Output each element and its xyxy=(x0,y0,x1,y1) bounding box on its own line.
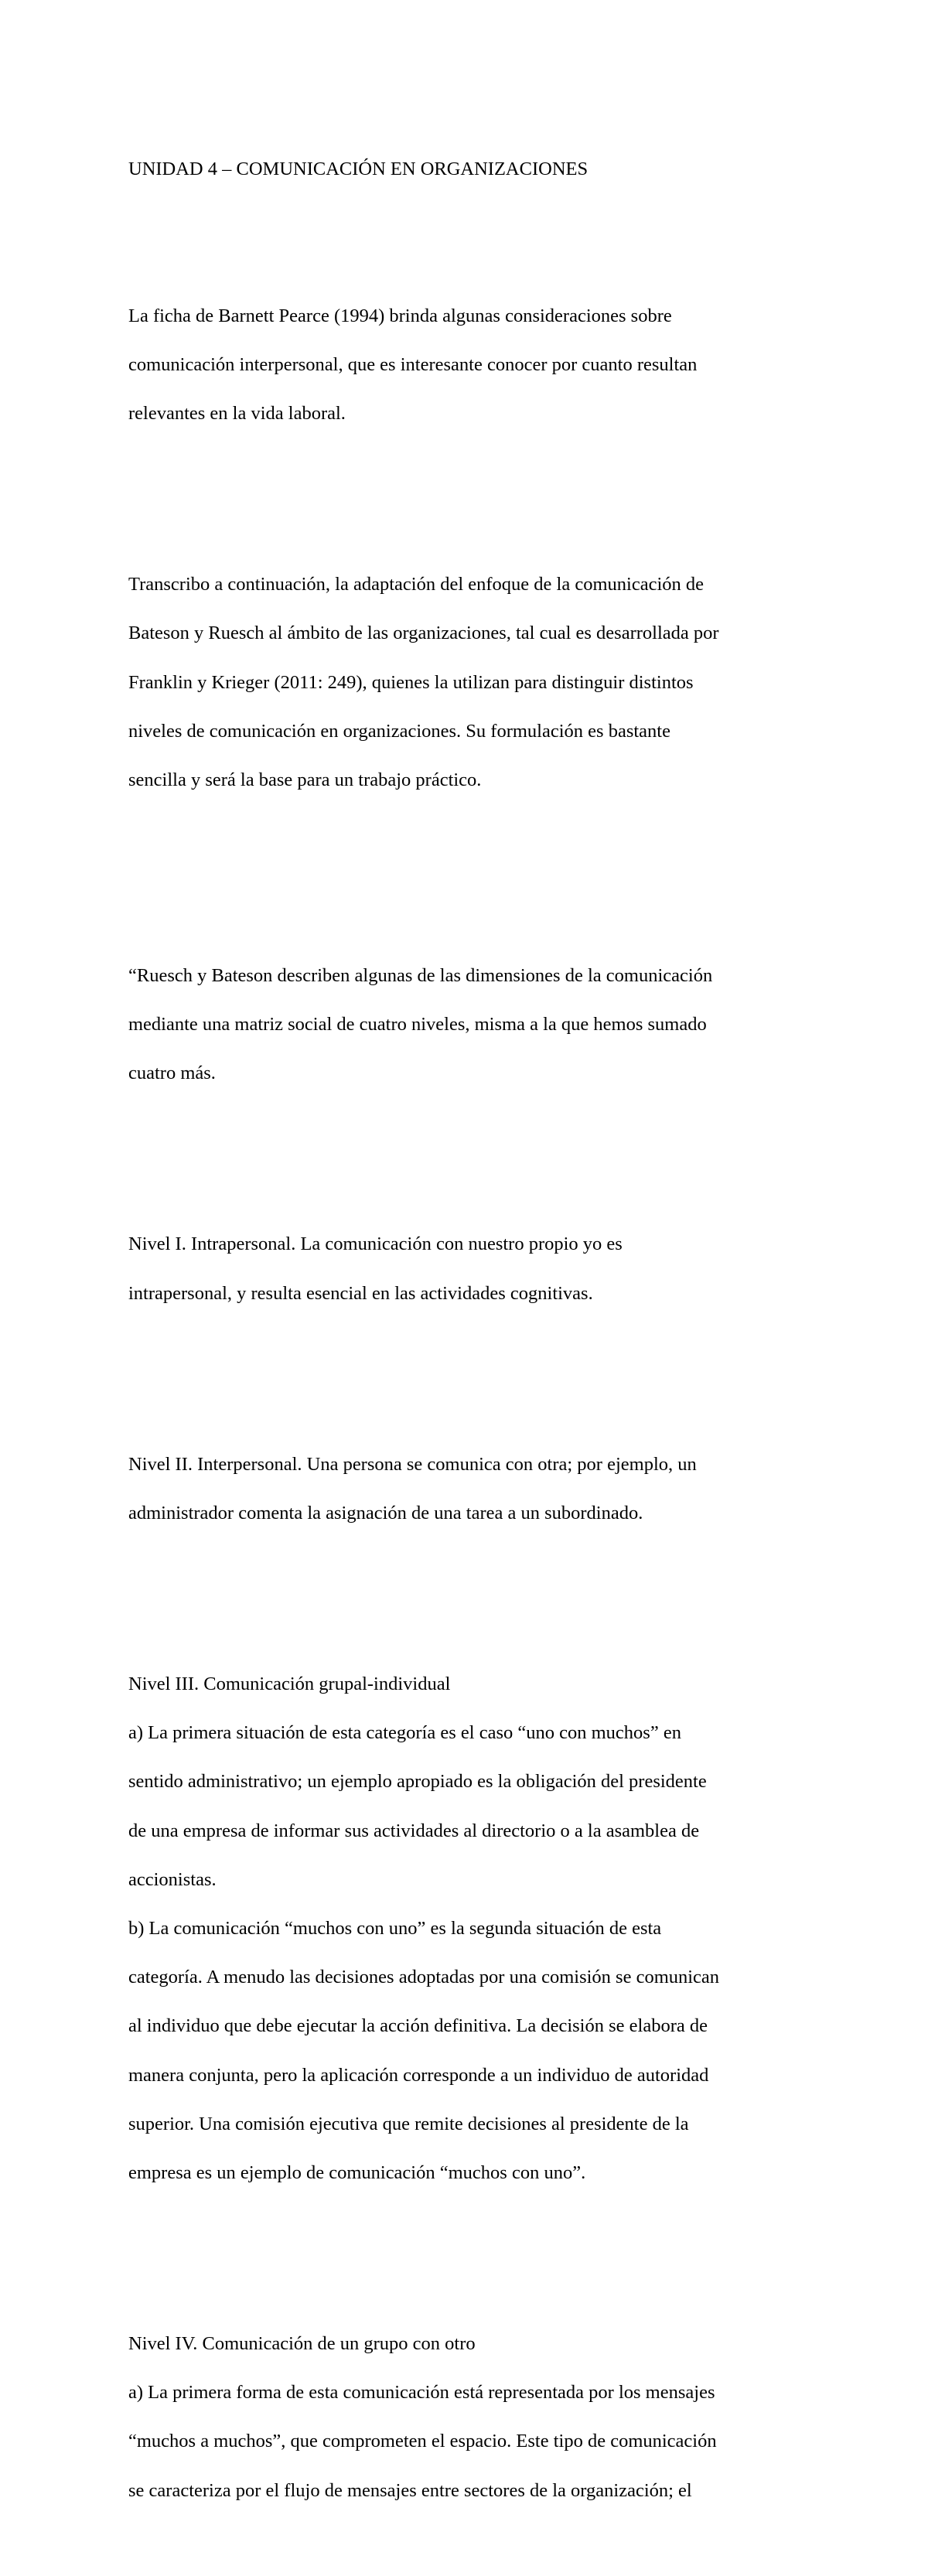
text-line: manera conjunta, pero la aplicación corresponde a un individuo de autoridad xyxy=(128,2064,709,2086)
text-line: b) La comunicación “muchos con uno” es la segunda situación de esta xyxy=(128,1917,662,1939)
paragraph-nivel-1 xyxy=(128,1208,809,1330)
text-line: Nivel III. Comunicación grupal-individual xyxy=(128,1674,451,1694)
paragraph-nivel-3 xyxy=(128,1647,809,2209)
text-line: relevantes en la vida laboral. xyxy=(128,403,346,425)
text-line: La ficha de Barnett Pearce (1994) brinda algunas consideraciones sobre xyxy=(128,305,672,326)
text-line: Bateson y Ruesch al ámbito de las organizaciones, tal cual es desarrollada por xyxy=(128,623,719,644)
text-line: niveles de comunicación en organizaciones. Su formulación es bastante xyxy=(128,720,670,742)
text-line: cuatro más. xyxy=(128,1063,216,1084)
text-line: Nivel I. Intrapersonal. La comunicación con nuestro propio yo es xyxy=(128,1233,623,1255)
text-line: intrapersonal, y resulta esencial en las actividades cognitivas. xyxy=(128,1282,593,1304)
text-line: mediante una matriz social de cuatro niveles, misma a la que hemos sumado xyxy=(128,1013,707,1035)
text-line: Franklin y Krieger (2011: 249), quienes la utilizan para distinguir distintos xyxy=(128,671,694,693)
text-line: se caracteriza por el flujo de mensajes entre sectores de la organización; el xyxy=(128,2479,692,2501)
text-line: a) La primera situación de esta categoría es el caso “uno con muchos” en xyxy=(128,1722,681,1744)
document-title: UNIDAD 4 – COMUNICACIÓN EN ORGANIZACIONES xyxy=(128,159,589,180)
blank-line xyxy=(128,1134,809,1159)
text-line: categoría. A menudo las decisiones adoptadas por una comisión se comunican xyxy=(128,1967,720,1988)
text-line: Nivel II. Interpersonal. Una persona se comunica con otra; por ejemplo, un xyxy=(128,1453,697,1475)
text-line: de una empresa de informar sus actividades al directorio o a la asamblea de xyxy=(128,1820,700,1841)
paragraph-intro xyxy=(128,279,809,450)
text-line: empresa es un ejemplo de comunicación “muchos con uno”. xyxy=(128,2161,586,2183)
paragraph-nivel-2 xyxy=(128,1428,809,1550)
blank-line xyxy=(128,1354,809,1379)
paragraph-transcription xyxy=(128,548,809,817)
text-line: “muchos a muchos”, que comprometen el espacio. Este tipo de comunicación xyxy=(128,2431,717,2452)
blank-line xyxy=(128,206,809,230)
text-line: Transcribo a continuación, la adaptación del enfoque de la comunicación de xyxy=(128,574,705,595)
text-line: comunicación interpersonal, que es interesante conocer por cuanto resultan xyxy=(128,353,698,375)
text-line: a) La primera forma de esta comunicación está representada por los mensajes xyxy=(128,2382,715,2404)
text-line: sentido administrativo; un ejemplo apropiado es la obligación del presidente xyxy=(128,1771,707,1793)
paragraph-quote-intro xyxy=(128,939,809,1110)
text-line: administrador comenta la asignación de una tarea a un subordinado. xyxy=(128,1502,643,1523)
document-body xyxy=(128,108,809,2576)
text-line: superior. Una comisión ejecutiva que remite decisiones al presidente de la xyxy=(128,2113,689,2134)
text-line: “Ruesch y Bateson describen algunas de las dimensiones de la comunicación xyxy=(128,964,713,986)
text-line: Nivel IV. Comunicación de un grupo con otro xyxy=(128,2333,476,2355)
blank-lines xyxy=(128,841,809,890)
blank-line xyxy=(128,1575,809,1599)
blank-line xyxy=(128,2234,809,2259)
paragraph-nivel-4 xyxy=(128,2307,809,2527)
text-line: sencilla y será la base para un trabajo práctico. xyxy=(128,769,482,791)
text-line: al individuo que debe ejecutar la acción definitiva. La decisión se elabora de xyxy=(128,2015,708,2037)
blank-line xyxy=(128,475,809,500)
text-line: accionistas. xyxy=(128,1868,217,1890)
